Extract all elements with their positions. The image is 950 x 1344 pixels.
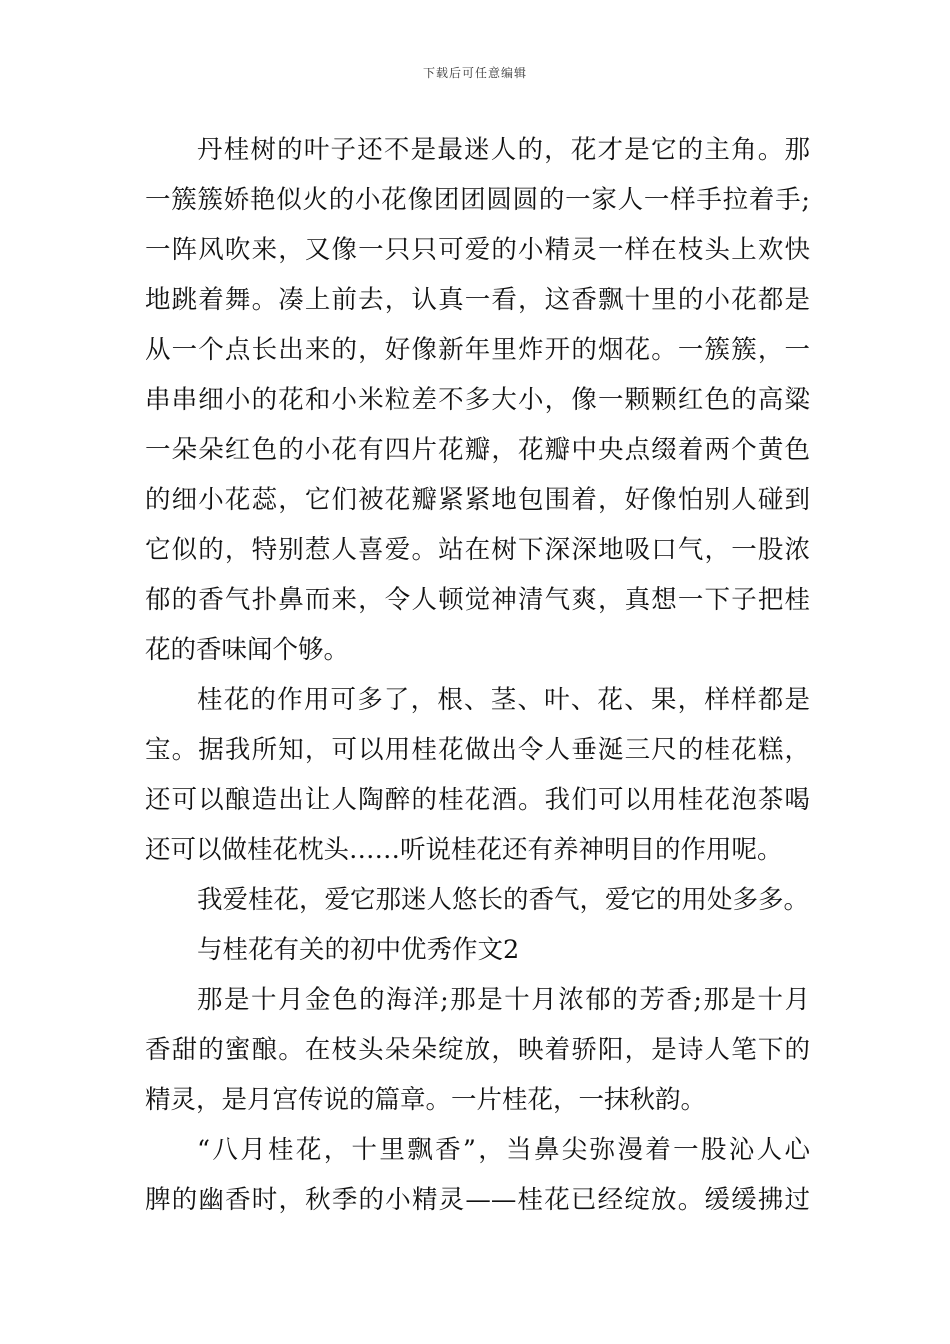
text-line: 还可以做桂花枕头……听说桂花还有养神明目的作用呢。 [145,835,783,865]
text-line: 一阵风吹来，又像一只只可爱的小精灵一样在枝头上欢快 [145,235,810,265]
text-line: 从一个点长出来的，好像新年里炸开的烟花。一簇簇，一 [145,335,810,365]
text-line: 脾的幽香时，秋季的小精灵——桂花已经绽放。缓缓拂过 [145,1185,810,1215]
header-note: 下载后可任意编辑 [422,66,527,80]
text-line: 那是十月金色的海洋;那是十月浓郁的芳香;那是十月 [197,985,810,1015]
text-line: 串串细小的花和小米粒差不多大小，像一颗颗红色的高粱 [145,385,810,415]
text-line: 的细小花蕊，它们被花瓣紧紧地包围着，好像怕别人碰到 [145,485,810,515]
text-line: 郁的香气扑鼻而来，令人顿觉神清气爽，真想一下子把桂 [145,585,810,615]
text-line: 桂花的作用可多了，根、茎、叶、花、果，样样都是 [197,685,810,715]
text-line: 它似的，特别惹人喜爱。站在树下深深地吸口气，一股浓 [145,535,810,565]
text-line: 宝。据我所知，可以用桂花做出令人垂涎三尺的桂花糕， [145,735,810,765]
text-line: 丹桂树的叶子还不是最迷人的，花才是它的主角。那 [197,135,810,165]
text-line: 香甜的蜜酿。在枝头朵朵绽放，映着骄阳，是诗人笔下的 [145,1035,810,1065]
text-line: 地跳着舞。凑上前去，认真一看，这香飘十里的小花都是 [145,285,810,315]
text-line: 一朵朵红色的小花有四片花瓣，花瓣中央点缀着两个黄色 [145,435,810,465]
text-line: 我爱桂花，爱它那迷人悠长的香气，爱它的用处多多。 [197,885,810,915]
text-line: 还可以酿造出让人陶醉的桂花酒。我们可以用桂花泡茶喝 [145,785,810,815]
text-line: 花的香味闻个够。 [145,635,350,665]
essay-body [145,125,810,1225]
text-line: 一簇簇娇艳似火的小花像团团圆圆的一家人一样手拉着手; [145,185,810,215]
text-line: 精灵，是月宫传说的篇章。一片桂花，一抹秋韵。 [145,1085,707,1115]
text-line: “八月桂花，十里飘香”，当鼻尖弥漫着一股沁人心 [197,1135,810,1165]
text-line: 与桂花有关的初中优秀作文2 [197,935,520,965]
